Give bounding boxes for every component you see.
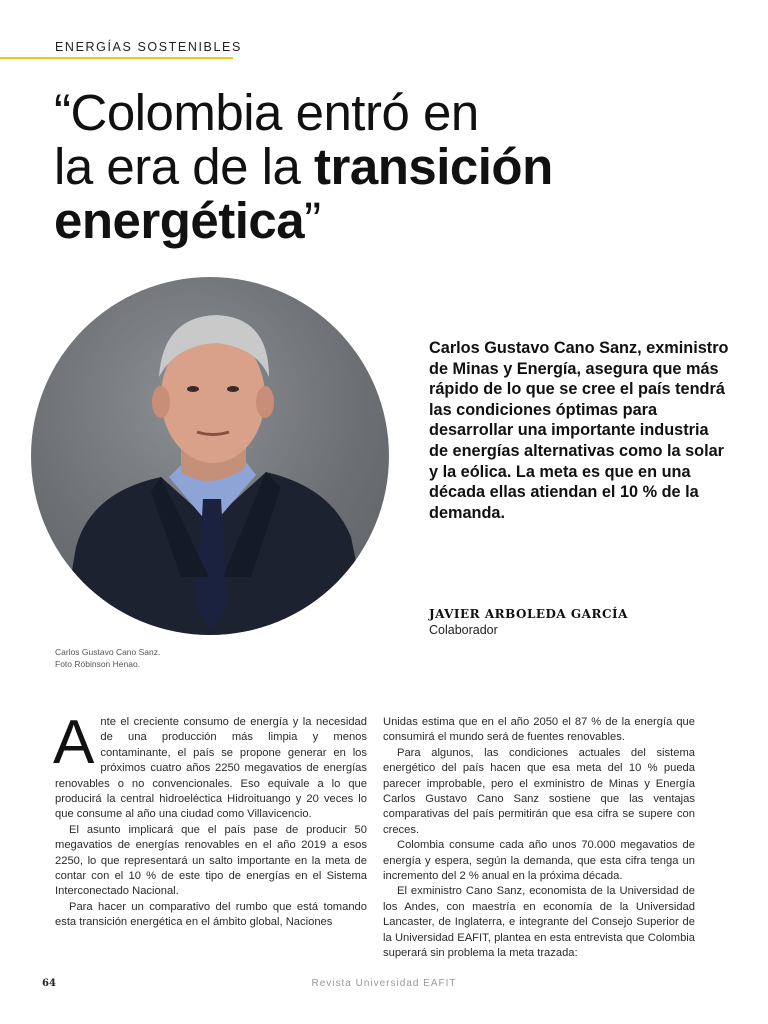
body-column-1 [53, 708, 367, 931]
section-rule [0, 57, 233, 59]
section-label: ENERGÍAS SOSTENIBLES [55, 40, 242, 54]
headline [54, 86, 734, 248]
author-role: Colaborador [429, 623, 498, 637]
headline-line-1: “Colombia entró en [54, 84, 479, 141]
body-paragraph: Ante el creciente consumo de energía y la necesidad de una producción más limpia y menos contaminante, el país se propone generar en los próximos cuatro años 2250 megavatios de energías renovables o no convencionales. Eso equivale a lo que producirá la central hidroeléctica Hidroituango y 20 veces lo que consume al año una ciudad como Villavicencio. [53, 708, 367, 821]
headline-line-2: la era de la transición [54, 138, 553, 195]
body-paragraph: El exministro Cano Sanz, economista de la Universidad de los Andes, con maestría en economía de la Universidad Lancaster, de Inglaterra, e integrante del Consejo Superior de la Universidad EAFIT, plantea en esta entrevista que Colombia superará sin problema la meta trazada: [383, 885, 695, 960]
page-number: 64 [42, 978, 56, 989]
drop-cap: A [53, 708, 95, 777]
body-paragraph: Para algunos, las condiciones actuales del sistema energético del país hacen que esa meta del 10 % pueda parecer improbable, pero el exministro de Minas y Energía Carlos Gustavo Cano Sanz sostiene que las ventajas comparativas del país permitirán que esa cifra se supere con creces. [383, 746, 695, 836]
lead-paragraph: Carlos Gustavo Cano Sanz, exministro de Minas y Energía, asegura que más rápido de lo que se cree el país tendrá las condiciones óptimas para desarrollar una importante industria de energías alternativas como la solar y la eólica. La meta es que en una década ellas atiendan el 10 % de la demanda. [429, 339, 729, 522]
body-paragraph: Para hacer un comparativo del rumbo que está tomando esta transición energética en el ámbito global, Naciones [55, 900, 367, 929]
body-paragraph: Unidas estima que en el año 2050 el 87 % de la energía que consumirá el mundo será de fuentes renovables. [383, 716, 695, 744]
portrait-illustration [31, 277, 389, 635]
portrait-photo [31, 277, 389, 635]
headline-line-3: energética” [54, 192, 321, 249]
photo-caption: Carlos Gustavo Cano Sanz. Foto Róbinson Henao. [55, 647, 161, 669]
body-paragraph: El asunto implicará que el país pase de producir 50 megavatios de energías renovables en el año 2019 a esos 2250, lo que representará un salto importante en la meta de contar con el 10 % de este tipo de energías en el Sistema Interconectado Nacional. [55, 823, 367, 898]
body-paragraph: Colombia consume cada año unos 70.000 megavatios de energía y espera, según la demanda, que esta cifra tenga un incremento del 2 % anual en la próxima década. [383, 839, 695, 883]
magazine-name: Revista Universidad EAFIT [311, 978, 457, 989]
author-name: JAVIER ARBOLEDA GARCÍA [429, 607, 628, 621]
body-column-2 [383, 715, 695, 962]
